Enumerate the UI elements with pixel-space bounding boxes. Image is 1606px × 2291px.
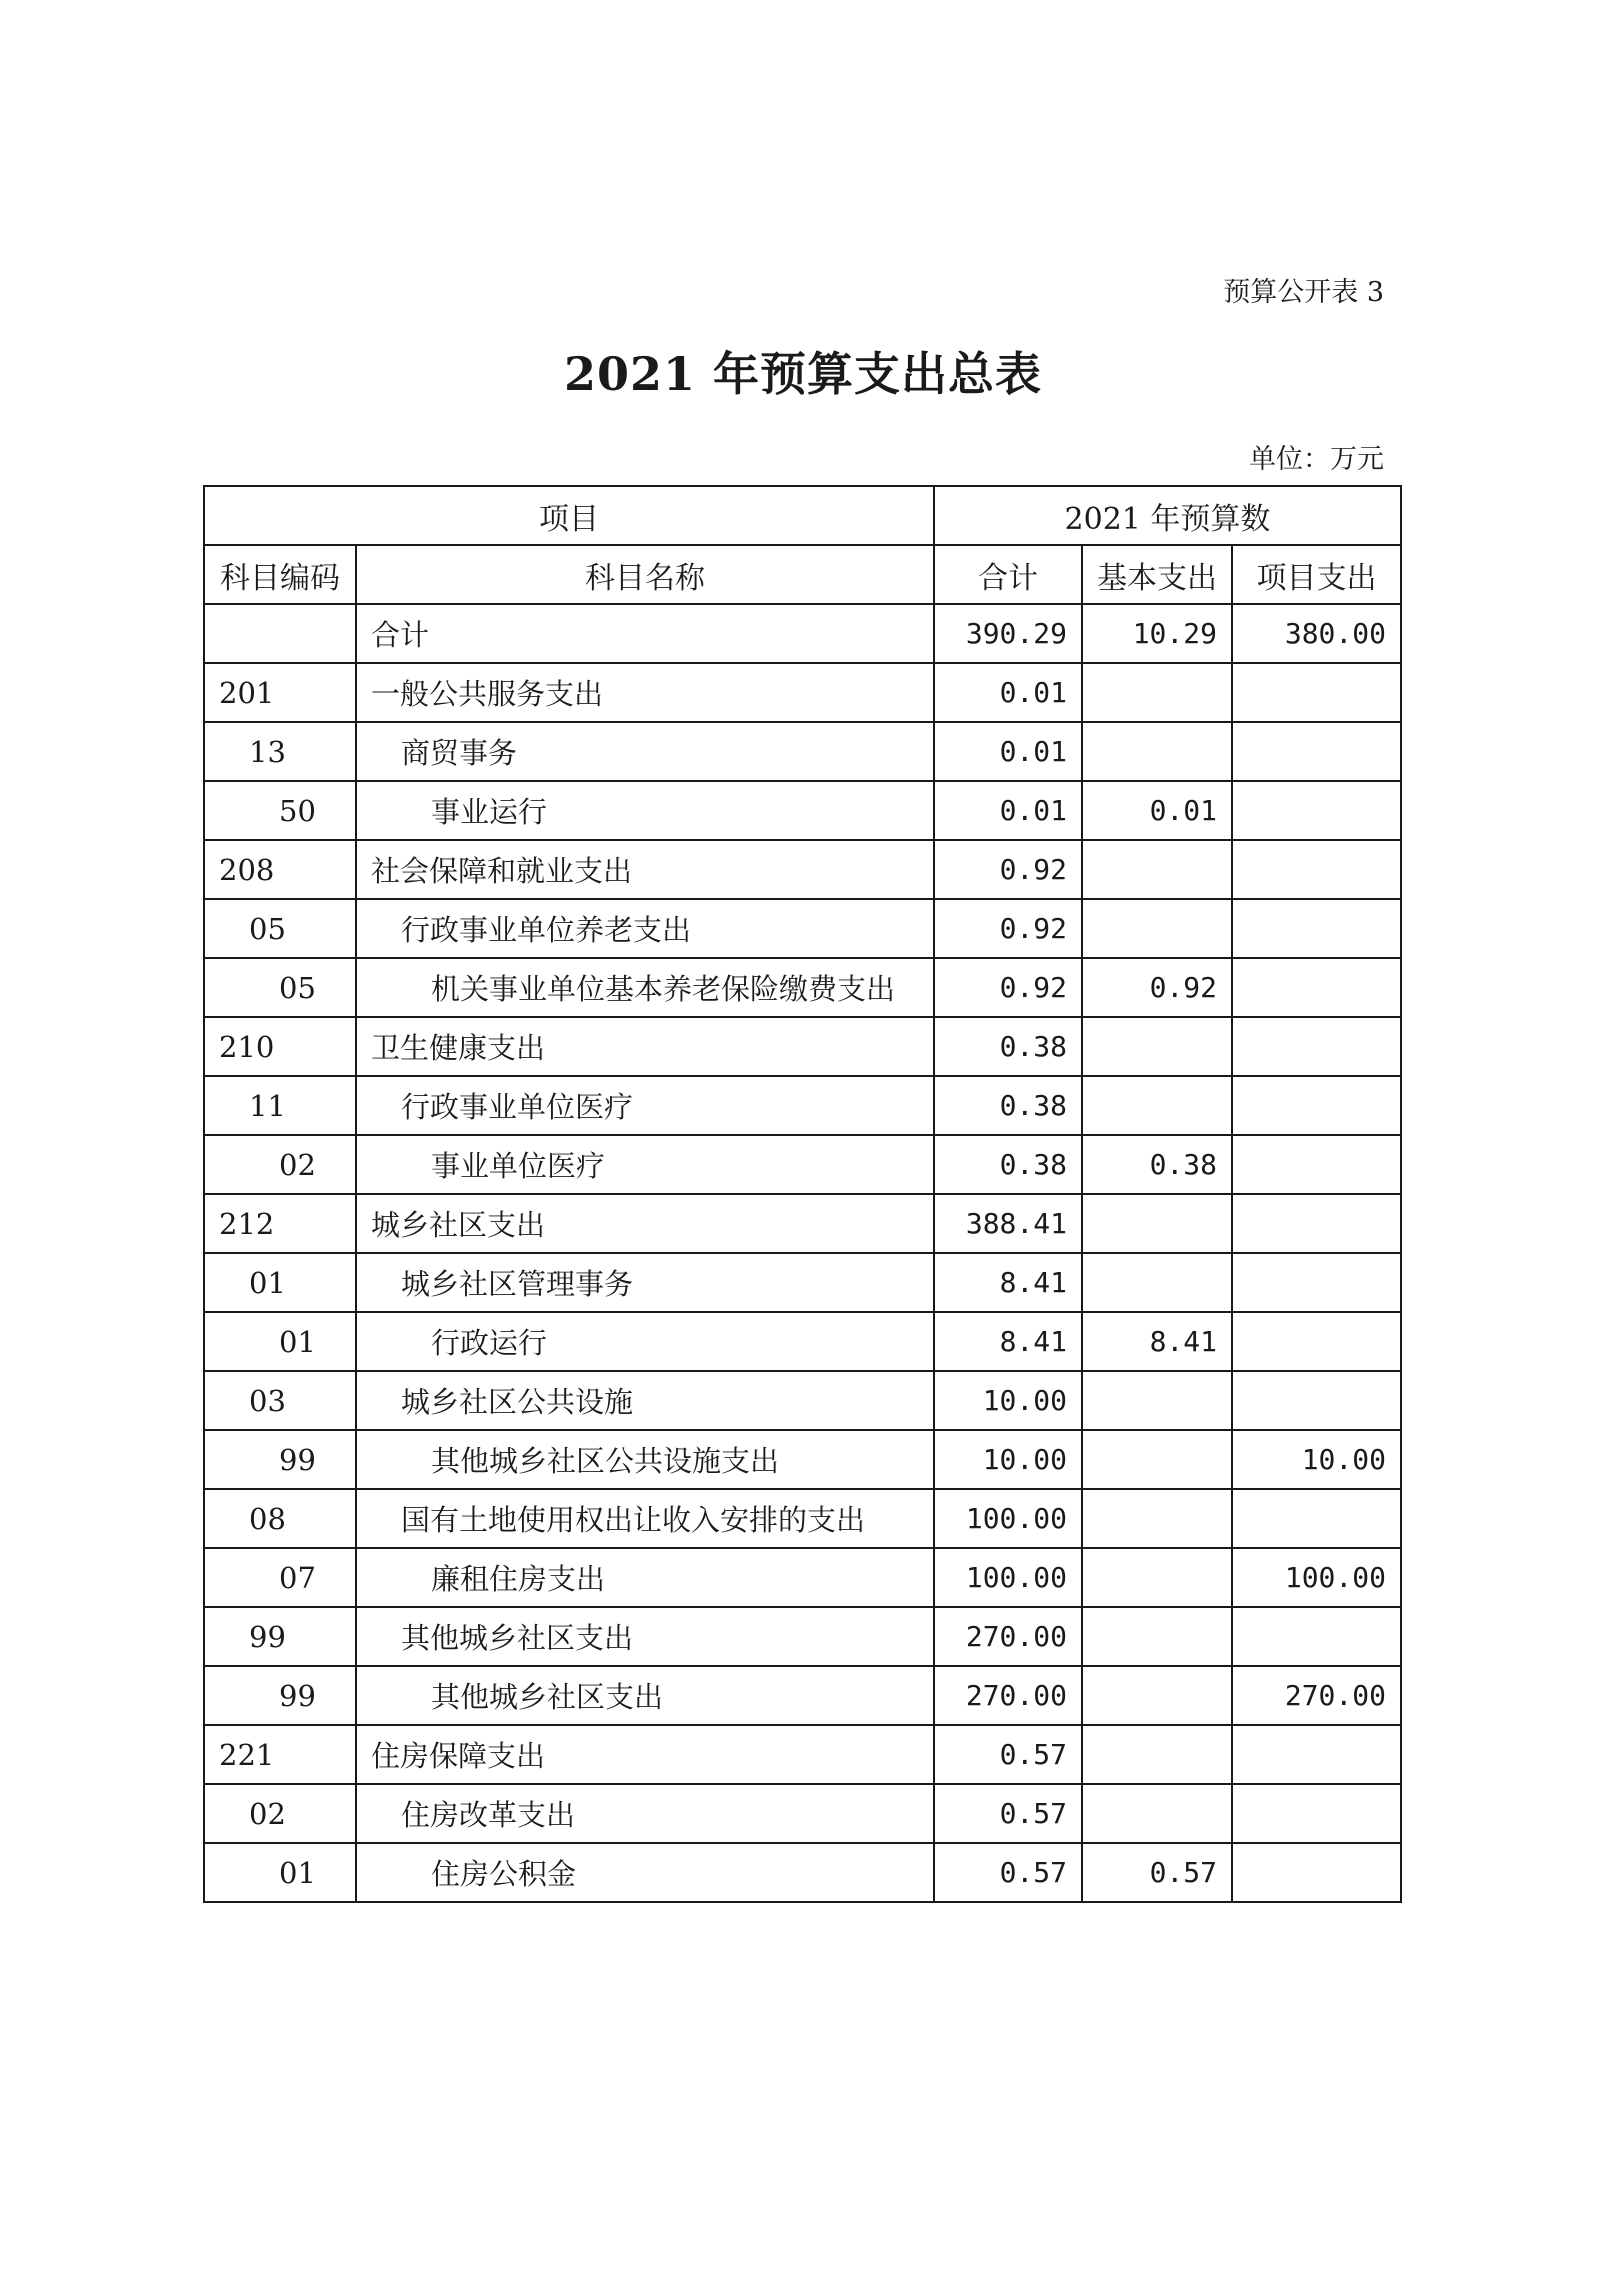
row-name: 行政事业单位医疗 [356, 1076, 934, 1135]
row-item [1232, 1194, 1401, 1253]
row-code [204, 604, 356, 663]
row-basic [1082, 1784, 1232, 1843]
row-item [1232, 663, 1401, 722]
table-row [204, 722, 1401, 781]
row-total: 0.01 [934, 722, 1082, 781]
row-name: 机关事业单位基本养老保险缴费支出 [356, 958, 934, 1017]
row-total: 270.00 [934, 1607, 1082, 1666]
row-code: 13 [204, 722, 356, 781]
row-name: 事业运行 [356, 781, 934, 840]
row-code: 07 [204, 1548, 356, 1607]
row-item [1232, 722, 1401, 781]
header-budget-group: 2021 年预算数 [934, 486, 1401, 545]
table-row [204, 1312, 1401, 1371]
row-total: 270.00 [934, 1666, 1082, 1725]
row-name: 廉租住房支出 [356, 1548, 934, 1607]
row-name: 国有土地使用权出让收入安排的支出 [356, 1489, 934, 1548]
row-total: 388.41 [934, 1194, 1082, 1253]
row-item [1232, 1312, 1401, 1371]
row-name: 社会保障和就业支出 [356, 840, 934, 899]
row-basic [1082, 899, 1232, 958]
row-item [1232, 1725, 1401, 1784]
row-basic [1082, 663, 1232, 722]
row-basic [1082, 1725, 1232, 1784]
row-code: 210 [204, 1017, 356, 1076]
row-basic [1082, 1017, 1232, 1076]
row-code: 03 [204, 1371, 356, 1430]
table-row [204, 840, 1401, 899]
row-basic: 8.41 [1082, 1312, 1232, 1371]
row-code: 05 [204, 958, 356, 1017]
header-code: 科目编码 [204, 545, 356, 604]
row-basic [1082, 1548, 1232, 1607]
row-name: 行政事业单位养老支出 [356, 899, 934, 958]
table-row [204, 1548, 1401, 1607]
row-basic [1082, 1194, 1232, 1253]
row-code: 01 [204, 1843, 356, 1902]
row-item [1232, 1371, 1401, 1430]
row-total: 0.01 [934, 663, 1082, 722]
row-basic [1082, 1430, 1232, 1489]
table-row [204, 1725, 1401, 1784]
row-code: 05 [204, 899, 356, 958]
row-basic [1082, 1253, 1232, 1312]
table-row [204, 663, 1401, 722]
row-total: 100.00 [934, 1548, 1082, 1607]
row-name: 住房公积金 [356, 1843, 934, 1902]
row-name: 住房保障支出 [356, 1725, 934, 1784]
table-row [204, 1253, 1401, 1312]
form-number: 预算公开表 3 [1223, 277, 1384, 308]
header-item: 项目支出 [1232, 545, 1401, 604]
row-item [1232, 1489, 1401, 1548]
row-item [1232, 958, 1401, 1017]
table-row [204, 604, 1401, 663]
table-row [204, 1784, 1401, 1843]
row-code: 01 [204, 1253, 356, 1312]
row-name: 其他城乡社区支出 [356, 1607, 934, 1666]
row-name: 事业单位医疗 [356, 1135, 934, 1194]
row-basic [1082, 1076, 1232, 1135]
row-code: 99 [204, 1430, 356, 1489]
row-total: 0.57 [934, 1784, 1082, 1843]
row-total: 8.41 [934, 1312, 1082, 1371]
table-row [204, 958, 1401, 1017]
row-code: 11 [204, 1076, 356, 1135]
table-body [204, 604, 1401, 1902]
row-total: 8.41 [934, 1253, 1082, 1312]
table-row [204, 1843, 1401, 1902]
row-code: 99 [204, 1666, 356, 1725]
table-row [204, 1430, 1401, 1489]
row-name: 其他城乡社区公共设施支出 [356, 1430, 934, 1489]
row-item [1232, 1784, 1401, 1843]
row-item: 10.00 [1232, 1430, 1401, 1489]
table-row [204, 1371, 1401, 1430]
row-name: 住房改革支出 [356, 1784, 934, 1843]
header-project: 项目 [204, 486, 934, 545]
row-name: 卫生健康支出 [356, 1017, 934, 1076]
row-item: 270.00 [1232, 1666, 1401, 1725]
row-item [1232, 781, 1401, 840]
row-total: 0.57 [934, 1725, 1082, 1784]
header-total: 合计 [934, 545, 1082, 604]
row-basic [1082, 1607, 1232, 1666]
row-item [1232, 1843, 1401, 1902]
row-basic [1082, 722, 1232, 781]
row-code: 99 [204, 1607, 356, 1666]
row-code: 02 [204, 1135, 356, 1194]
row-name: 合计 [356, 604, 934, 663]
row-total: 0.01 [934, 781, 1082, 840]
table-row [204, 899, 1401, 958]
row-item [1232, 1607, 1401, 1666]
table-row [204, 781, 1401, 840]
row-basic [1082, 1666, 1232, 1725]
row-total: 10.00 [934, 1371, 1082, 1430]
row-basic: 10.29 [1082, 604, 1232, 663]
table-row [204, 1135, 1401, 1194]
row-name: 城乡社区管理事务 [356, 1253, 934, 1312]
table-row [204, 1666, 1401, 1725]
row-basic: 0.92 [1082, 958, 1232, 1017]
row-item [1232, 899, 1401, 958]
row-code: 208 [204, 840, 356, 899]
row-code: 50 [204, 781, 356, 840]
row-name: 城乡社区公共设施 [356, 1371, 934, 1430]
row-name: 城乡社区支出 [356, 1194, 934, 1253]
header-basic: 基本支出 [1082, 545, 1232, 604]
row-basic: 0.57 [1082, 1843, 1232, 1902]
row-name: 商贸事务 [356, 722, 934, 781]
row-total: 0.38 [934, 1135, 1082, 1194]
row-total: 0.38 [934, 1017, 1082, 1076]
table-row [204, 1607, 1401, 1666]
row-code: 01 [204, 1312, 356, 1371]
row-code: 201 [204, 663, 356, 722]
row-basic [1082, 840, 1232, 899]
header-row-columns [204, 545, 1401, 604]
table-row [204, 1017, 1401, 1076]
row-total: 0.92 [934, 840, 1082, 899]
row-name: 其他城乡社区支出 [356, 1666, 934, 1725]
row-total: 0.38 [934, 1076, 1082, 1135]
row-item [1232, 1017, 1401, 1076]
row-name: 一般公共服务支出 [356, 663, 934, 722]
page-title: 2021 年预算支出总表 [563, 347, 1043, 401]
row-basic [1082, 1371, 1232, 1430]
row-total: 0.92 [934, 958, 1082, 1017]
row-total: 100.00 [934, 1489, 1082, 1548]
budget-expenditure-table [203, 485, 1402, 1903]
unit-label: 单位：万元 [1249, 444, 1384, 475]
header-name: 科目名称 [356, 545, 934, 604]
row-item [1232, 1253, 1401, 1312]
row-name: 行政运行 [356, 1312, 934, 1371]
row-basic: 0.38 [1082, 1135, 1232, 1194]
row-item [1232, 1135, 1401, 1194]
table-row [204, 1194, 1401, 1253]
row-item [1232, 840, 1401, 899]
row-basic: 0.01 [1082, 781, 1232, 840]
row-item: 100.00 [1232, 1548, 1401, 1607]
row-total: 0.57 [934, 1843, 1082, 1902]
row-code: 212 [204, 1194, 356, 1253]
row-total: 0.92 [934, 899, 1082, 958]
row-item: 380.00 [1232, 604, 1401, 663]
row-code: 08 [204, 1489, 356, 1548]
row-item [1232, 1076, 1401, 1135]
row-code: 221 [204, 1725, 356, 1784]
table-row [204, 1076, 1401, 1135]
row-code: 02 [204, 1784, 356, 1843]
row-total: 390.29 [934, 604, 1082, 663]
row-basic [1082, 1489, 1232, 1548]
table-row [204, 1489, 1401, 1548]
row-total: 10.00 [934, 1430, 1082, 1489]
header-row-group [204, 486, 1401, 545]
